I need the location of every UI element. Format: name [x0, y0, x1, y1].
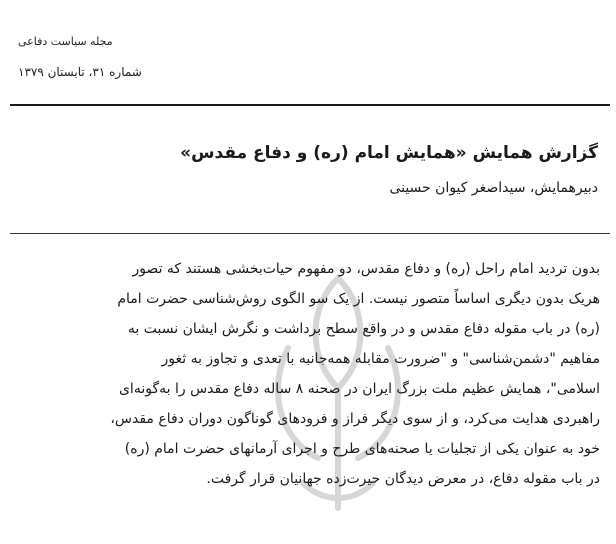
body-line: مفاهیم "دشمن‌شناسی" و "ضرورت مقابله همه‌جانبه با تعدی و تجاوز به ثغور [161, 351, 600, 367]
body-line: اسلامی"، همایش عظیم ملت بزرگ ایران در صحنه ۸ ساله دفاع مقدس را به‌گونه‌ای [118, 381, 600, 397]
journal-name: مجله سیاست دفاعی [18, 35, 113, 48]
issue-info: شماره ۳۱، تابستان ۱۳۷۹ [18, 65, 142, 79]
body-line: هریک بدون دیگری اساساً متصور نیست. از یک سو الگوی روش‌شناسی حضرت امام [117, 291, 600, 307]
header-divider [10, 104, 610, 106]
body-line: بدون تردید امام راحل (ره) و دفاع مقدس، دو مفهوم حیات‌بخشی هستند که تصور [132, 261, 600, 277]
article-author: دبیرهمایش، سیداصغر کیوان حسینی [389, 180, 598, 196]
article-title: گزارش همایش «همایش امام (ره) و دفاع مقدس» [180, 143, 598, 163]
body-line: در باب مقوله دفاع، در معرض دیدگان حیرت‌زده جهانیان قرار گرفت. [206, 471, 600, 487]
body-line: (ره) در باب مقوله دفاع مقدس و در واقع سطح برداشت و نگرش ایشان نسبت به [127, 321, 600, 337]
section-divider [10, 233, 610, 234]
article-body [16, 254, 600, 494]
body-line: خود به عنوان یکی از تجلیات یا صحنه‌های طرح و اجرای آرمانهای حضرت امام (ره) [124, 441, 600, 457]
body-line: راهبردی هدایت می‌کرد، و از سوی دیگر فراز و فرودهای گوناگون دوران دفاع مقدس، [110, 411, 600, 427]
